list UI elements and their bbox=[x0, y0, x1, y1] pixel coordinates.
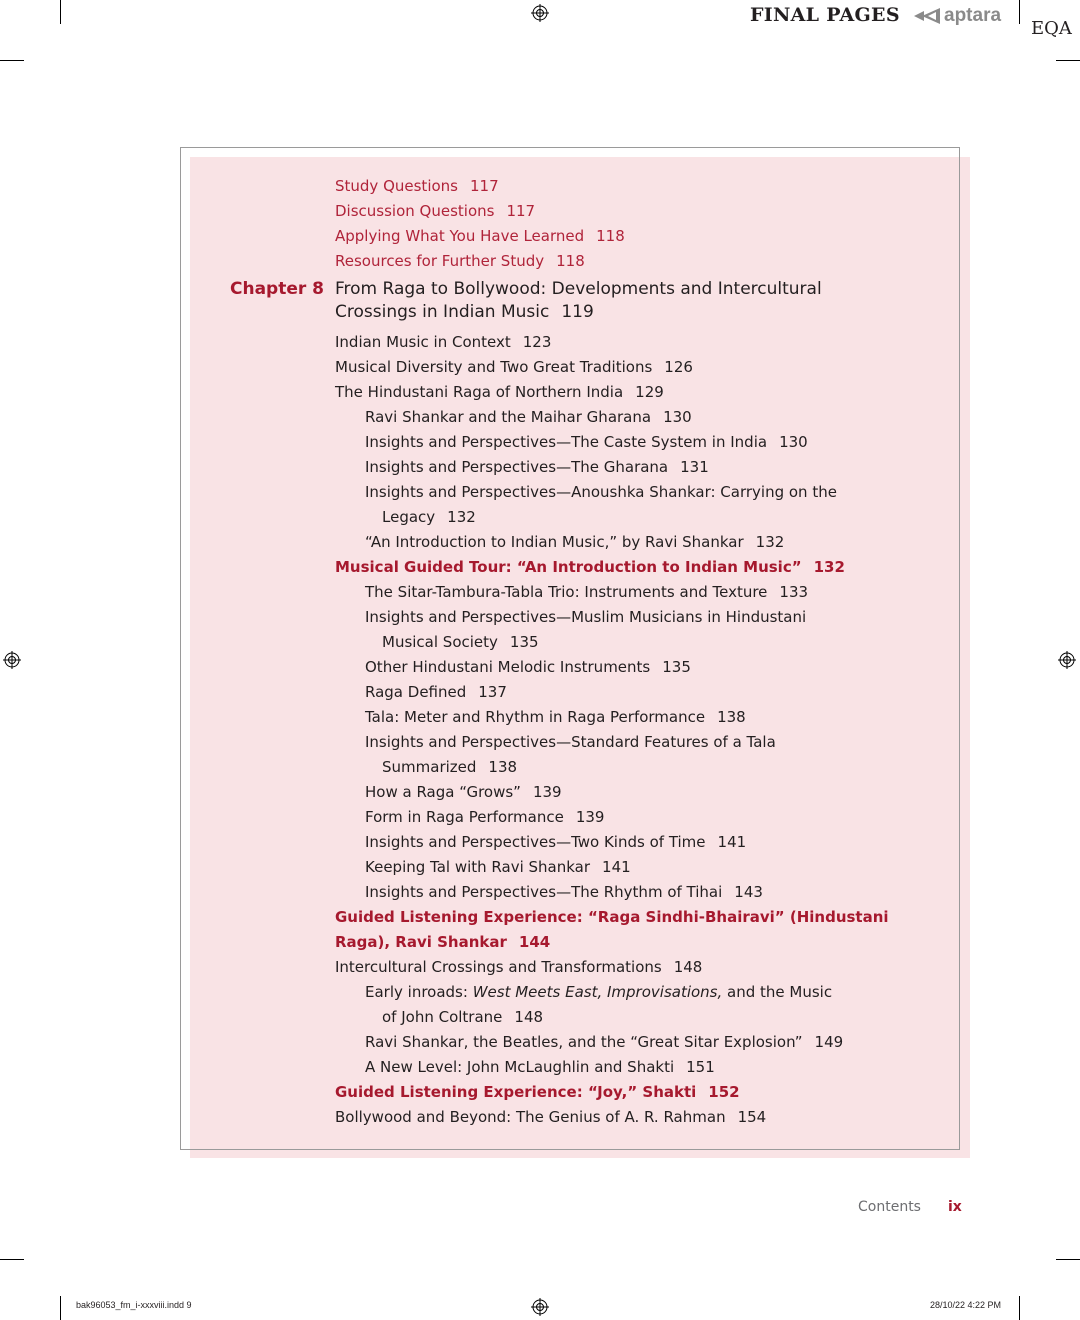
chapter-label: Chapter 8 bbox=[230, 279, 325, 299]
toc-subentry: Ravi Shankar, the Beatles, and the “Great Sitar Explosion” 149 bbox=[365, 1033, 844, 1051]
registration-mark-icon bbox=[531, 4, 549, 22]
toc-subentry: Insights and Perspectives—Two Kinds of Time 141 bbox=[365, 833, 747, 851]
toc-feature-entry: Musical Guided Tour: “An Introduction to Indian Music” 132 bbox=[335, 558, 845, 576]
toc-subentry: Insights and Perspectives—The Rhythm of Tihai 143 bbox=[365, 883, 763, 901]
toc-subentry: Ravi Shankar and the Maihar Gharana 130 bbox=[365, 408, 692, 426]
aptara-logo-text: aptara bbox=[944, 5, 1002, 26]
aptara-logo bbox=[914, 5, 1001, 27]
crop-mark bbox=[0, 60, 24, 61]
toc-entry: Study Questions 117 bbox=[335, 177, 499, 195]
registration-mark-icon bbox=[3, 651, 21, 669]
toc-feature-entry-continuation: Raga), Ravi Shankar 144 bbox=[335, 933, 551, 951]
slug-file: bak96053_fm_i-xxxviii.indd 9 bbox=[76, 1300, 192, 1310]
registration-mark-icon bbox=[1058, 651, 1076, 669]
chapter-title: From Raga to Bollywood: Developments and Intercultural Crossings in Indian Music 119 bbox=[335, 279, 822, 322]
crop-mark bbox=[60, 0, 61, 24]
toc-entry: Bollywood and Beyond: The Genius of A. R. Rahman 154 bbox=[335, 1108, 767, 1126]
toc-subentry: Insights and Perspectives—Muslim Musicians in Hindustani bbox=[365, 608, 807, 626]
toc-entry: Discussion Questions 117 bbox=[335, 202, 536, 220]
slug-date: 28/10/22 4:22 PM bbox=[930, 1300, 1002, 1310]
toc-entry: Resources for Further Study 118 bbox=[335, 252, 585, 270]
toc-subentry: Insights and Perspectives—The Caste System in India 130 bbox=[365, 433, 808, 451]
toc-subentry: Raga Defined 137 bbox=[365, 683, 507, 701]
crop-mark bbox=[0, 1259, 24, 1260]
toc-subentry: A New Level: John McLaughlin and Shakti 151 bbox=[365, 1058, 715, 1076]
toc-subentry: Insights and Perspectives—The Gharana 131 bbox=[365, 458, 709, 476]
toc-entry: Intercultural Crossings and Transformations 148 bbox=[335, 958, 703, 976]
toc-subentry: Insights and Perspectives—Anoushka Shankar: Carrying on the bbox=[365, 483, 837, 501]
page-number: ix bbox=[948, 1199, 962, 1215]
toc-entry: Indian Music in Context 123 bbox=[335, 333, 552, 351]
registration-mark-icon bbox=[531, 1298, 549, 1316]
eqa-label: EQA bbox=[1031, 18, 1072, 39]
toc-subentry-continuation: Musical Society 135 bbox=[382, 633, 539, 651]
final-pages-label: FINAL PAGES bbox=[750, 4, 900, 26]
toc-subentry: Keeping Tal with Ravi Shankar 141 bbox=[365, 858, 631, 876]
toc-feature-entry: Guided Listening Experience: “Raga Sindhi-Bhairavi” (Hindustani bbox=[335, 908, 889, 926]
toc-subentry: The Sitar-Tambura-Tabla Trio: Instruments and Texture 133 bbox=[365, 583, 809, 601]
toc-subentry: “An Introduction to Indian Music,” by Ravi Shankar 132 bbox=[365, 533, 785, 551]
toc-subentry: Other Hindustani Melodic Instruments 135 bbox=[365, 658, 691, 676]
crop-mark bbox=[1019, 0, 1020, 24]
toc-subentry: Form in Raga Performance 139 bbox=[365, 808, 605, 826]
toc-subentry-continuation: Summarized 138 bbox=[382, 758, 518, 776]
crop-mark bbox=[1019, 1296, 1020, 1320]
crop-mark bbox=[1056, 1259, 1080, 1260]
toc-subentry: Insights and Perspectives—Standard Features of a Tala bbox=[365, 733, 776, 751]
running-footer-section: Contents bbox=[858, 1199, 921, 1215]
toc-subentry: Early inroads: West Meets East, Improvisations, and the Music bbox=[365, 983, 833, 1001]
toc-subentry: Tala: Meter and Rhythm in Raga Performance 138 bbox=[365, 708, 746, 726]
aptara-logo-icon bbox=[914, 8, 940, 24]
crop-mark bbox=[1056, 60, 1080, 61]
toc-entry: Musical Diversity and Two Great Traditions 126 bbox=[335, 358, 693, 376]
toc-subentry-continuation: Legacy 132 bbox=[382, 508, 476, 526]
toc-subentry-continuation: of John Coltrane 148 bbox=[382, 1008, 544, 1026]
crop-mark bbox=[60, 1296, 61, 1320]
toc-subentry: How a Raga “Grows” 139 bbox=[365, 783, 562, 801]
table-of-contents bbox=[335, 174, 889, 1130]
toc-feature-entry: Guided Listening Experience: “Joy,” Shakti 152 bbox=[335, 1083, 740, 1101]
toc-entry: Applying What You Have Learned 118 bbox=[335, 227, 625, 245]
toc-entry: The Hindustani Raga of Northern India 129 bbox=[335, 383, 664, 401]
